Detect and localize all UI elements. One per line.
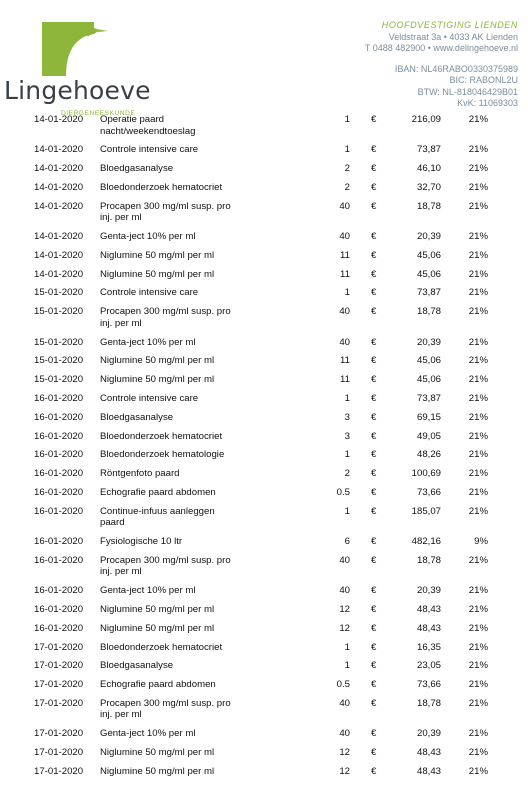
line-description-text: Bloedonderzoek hematocriet xyxy=(100,430,223,442)
line-vat-rate: 21% xyxy=(468,697,488,709)
line-quantity: 3 xyxy=(344,411,350,423)
line-price: 69,15 xyxy=(416,411,441,423)
line-description-text: inj. per ml xyxy=(100,566,142,578)
line-description-text: inj. per ml xyxy=(100,317,142,329)
line-vat-rate: 21% xyxy=(468,747,488,758)
line-price: 48,43 xyxy=(416,747,441,758)
line-price: 32,70 xyxy=(416,181,441,193)
line-description-text: Niglumine 50 mg/ml per ml xyxy=(100,747,215,758)
line-description-text: Genta-ject 10% per ml xyxy=(100,585,196,597)
line-currency: € xyxy=(371,554,377,566)
line-date: 14-01-2020 xyxy=(34,200,84,212)
line-description-text: Procapen 300 mg/ml susp. pro xyxy=(100,554,231,566)
line-vat-rate: 21% xyxy=(468,231,488,242)
line-price: 18,78 xyxy=(416,200,441,212)
line-description xyxy=(100,660,250,672)
line-price: 73,66 xyxy=(416,486,441,498)
line-description xyxy=(100,766,250,778)
line-description xyxy=(100,506,250,529)
company-phone-web: T 0488 482900 • www.delingehoeve.nl xyxy=(364,43,518,53)
line-currency: € xyxy=(371,181,377,193)
line-description-text: Procapen 300 mg/ml susp. pro xyxy=(100,200,231,212)
vat-number: BTW: NL-818046429B01 xyxy=(417,86,518,97)
line-description-text: Bloedgasanalyse xyxy=(100,163,174,175)
line-description xyxy=(100,728,250,740)
line-price: 185,07 xyxy=(411,505,441,517)
line-date: 17-01-2020 xyxy=(34,765,84,777)
line-price: 73,87 xyxy=(416,392,441,404)
line-quantity: 1 xyxy=(344,392,350,404)
line-price: 48,26 xyxy=(416,449,441,461)
company-contact xyxy=(258,20,518,55)
line-vat-rate: 21% xyxy=(468,163,488,175)
line-date: 16-01-2020 xyxy=(34,486,84,498)
line-vat-rate: 21% xyxy=(468,287,488,299)
line-date: 15-01-2020 xyxy=(34,355,84,367)
line-currency: € xyxy=(371,679,377,691)
line-description-text: Niglumine 50 mg/ml per ml xyxy=(100,249,215,261)
line-vat-rate: 21% xyxy=(468,765,488,777)
line-description xyxy=(100,585,250,597)
line-currency: € xyxy=(371,765,377,777)
line-price: 18,78 xyxy=(416,554,441,566)
line-currency: € xyxy=(371,355,377,367)
line-description-text: Niglumine 50 mg/ml per ml xyxy=(100,374,215,386)
line-description xyxy=(100,604,250,616)
line-description-text: Controle intensive care xyxy=(100,287,199,299)
line-price: 48,43 xyxy=(416,622,441,634)
line-currency: € xyxy=(371,641,377,653)
line-description-text: inj. per ml xyxy=(100,709,142,721)
line-date: 17-01-2020 xyxy=(34,697,84,709)
line-vat-rate: 21% xyxy=(468,728,488,740)
line-quantity: 0.5 xyxy=(336,486,350,498)
line-description-text: Controle intensive care xyxy=(100,144,199,156)
line-description xyxy=(100,536,250,548)
bank-details xyxy=(258,64,518,110)
line-quantity: 1 xyxy=(344,287,350,299)
line-description xyxy=(100,487,250,499)
line-price: 216,09 xyxy=(411,114,441,125)
line-description-text: Niglumine 50 mg/ml per ml xyxy=(100,765,215,777)
line-date: 16-01-2020 xyxy=(34,585,84,597)
line-quantity: 2 xyxy=(344,181,350,193)
line-description-text: Genta-ject 10% per ml xyxy=(100,728,196,740)
line-price: 46,10 xyxy=(416,163,441,175)
line-description xyxy=(100,114,250,137)
line-description xyxy=(100,182,250,194)
line-vat-rate: 21% xyxy=(468,486,488,498)
line-vat-rate: 21% xyxy=(468,660,488,672)
line-price: 18,78 xyxy=(416,306,441,318)
line-description xyxy=(100,163,250,175)
line-quantity: 1 xyxy=(344,144,350,156)
line-description-text: Bloedgasanalyse xyxy=(100,411,174,423)
line-description-text: Genta-ject 10% per ml xyxy=(100,336,196,348)
line-description xyxy=(100,393,250,405)
line-description-text: Operatie paard xyxy=(100,114,164,125)
line-quantity: 11 xyxy=(340,268,350,280)
line-quantity: 6 xyxy=(344,536,350,547)
line-description xyxy=(100,287,250,299)
line-vat-rate: 21% xyxy=(468,114,488,125)
line-description-text: Niglumine 50 mg/ml per ml xyxy=(100,603,215,615)
line-currency: € xyxy=(371,231,377,242)
line-date: 17-01-2020 xyxy=(34,660,84,672)
line-quantity: 40 xyxy=(339,200,350,212)
line-currency: € xyxy=(371,449,377,461)
line-vat-rate: 21% xyxy=(468,430,488,442)
line-quantity: 0.5 xyxy=(336,679,350,691)
line-quantity: 11 xyxy=(340,355,350,367)
line-date: 14-01-2020 xyxy=(34,181,84,193)
line-vat-rate: 21% xyxy=(468,336,488,348)
line-currency: € xyxy=(371,603,377,615)
line-description xyxy=(100,449,250,461)
line-date: 15-01-2020 xyxy=(34,287,84,299)
line-date: 16-01-2020 xyxy=(34,554,84,566)
line-price: 45,06 xyxy=(416,249,441,261)
line-currency: € xyxy=(371,505,377,517)
line-quantity: 11 xyxy=(340,374,350,386)
line-date: 17-01-2020 xyxy=(34,747,84,758)
line-description xyxy=(100,144,250,156)
line-description xyxy=(100,412,250,424)
line-currency: € xyxy=(371,486,377,498)
line-description xyxy=(100,431,250,443)
line-quantity: 1 xyxy=(344,641,350,653)
line-currency: € xyxy=(371,697,377,709)
line-price: 45,06 xyxy=(416,374,441,386)
line-currency: € xyxy=(371,622,377,634)
line-vat-rate: 21% xyxy=(468,306,488,318)
line-vat-rate: 21% xyxy=(468,679,488,691)
line-date: 16-01-2020 xyxy=(34,468,84,480)
line-description-text: Fysiologische 10 ltr xyxy=(100,536,183,547)
line-date: 16-01-2020 xyxy=(34,449,84,461)
line-currency: € xyxy=(371,249,377,261)
line-price: 73,66 xyxy=(416,679,441,691)
line-quantity: 2 xyxy=(344,468,350,480)
line-price: 20,39 xyxy=(416,231,441,242)
line-price: 20,39 xyxy=(416,585,441,597)
line-quantity: 12 xyxy=(339,747,350,758)
line-date: 14-01-2020 xyxy=(34,268,84,280)
line-currency: € xyxy=(371,287,377,299)
line-vat-rate: 21% xyxy=(468,449,488,461)
line-description xyxy=(100,337,250,349)
line-description-text: Continue-infuus aanleggen xyxy=(100,505,215,517)
line-description-text: Bloedonderzoek hematologie xyxy=(100,449,225,461)
line-currency: € xyxy=(371,306,377,318)
bic: BIC: RABONL2U xyxy=(449,75,518,86)
line-description-text: Röntgenfoto paard xyxy=(100,468,180,480)
line-price: 49,05 xyxy=(416,430,441,442)
line-date: 17-01-2020 xyxy=(34,728,84,740)
line-description xyxy=(100,642,250,654)
line-currency: € xyxy=(371,430,377,442)
line-vat-rate: 9% xyxy=(474,536,488,547)
line-currency: € xyxy=(371,585,377,597)
line-vat-rate: 21% xyxy=(468,200,488,212)
line-date: 17-01-2020 xyxy=(34,679,84,691)
line-quantity: 2 xyxy=(344,163,350,175)
line-description xyxy=(100,679,250,691)
line-vat-rate: 21% xyxy=(468,585,488,597)
line-price: 20,39 xyxy=(416,728,441,740)
line-quantity: 11 xyxy=(340,249,350,261)
line-description-text: Bloedgasanalyse xyxy=(100,660,174,672)
line-price: 45,06 xyxy=(416,355,441,367)
line-quantity: 1 xyxy=(344,114,350,125)
line-date: 14-01-2020 xyxy=(34,231,84,242)
line-price: 482,16 xyxy=(411,536,441,547)
line-description-text: Bloedonderzoek hematocriet xyxy=(100,181,223,193)
line-description-text: inj. per ml xyxy=(100,212,142,224)
line-date: 16-01-2020 xyxy=(34,392,84,404)
line-quantity: 1 xyxy=(344,660,350,672)
line-currency: € xyxy=(371,411,377,423)
line-vat-rate: 21% xyxy=(468,144,488,156)
line-currency: € xyxy=(371,536,377,547)
line-date: 15-01-2020 xyxy=(34,374,84,386)
line-currency: € xyxy=(371,374,377,386)
line-date: 16-01-2020 xyxy=(34,603,84,615)
line-description xyxy=(100,747,250,759)
line-description-text: Echografie paard abdomen xyxy=(100,679,216,691)
line-vat-rate: 21% xyxy=(468,505,488,517)
line-quantity: 40 xyxy=(339,306,350,318)
line-currency: € xyxy=(371,268,377,280)
line-description-text: Procapen 300 mg/ml susp. pro xyxy=(100,306,231,318)
line-currency: € xyxy=(371,468,377,480)
line-price: 20,39 xyxy=(416,336,441,348)
headquarters-label: HOOFDVESTIGING LIENDEN xyxy=(381,20,518,30)
line-price: 48,43 xyxy=(416,603,441,615)
line-currency: € xyxy=(371,163,377,175)
lingehoeve-logo-mark xyxy=(42,22,112,82)
line-currency: € xyxy=(371,200,377,212)
line-vat-rate: 21% xyxy=(468,374,488,386)
company-address: Veldstraat 3a • 4033 AK Lienden xyxy=(388,31,518,42)
line-currency: € xyxy=(371,747,377,758)
line-description xyxy=(100,250,250,262)
line-date: 16-01-2020 xyxy=(34,430,84,442)
line-vat-rate: 21% xyxy=(468,603,488,615)
line-currency: € xyxy=(371,336,377,348)
line-date: 14-01-2020 xyxy=(34,114,84,125)
line-description xyxy=(100,269,250,281)
line-date: 15-01-2020 xyxy=(34,306,84,318)
line-price: 73,87 xyxy=(416,287,441,299)
line-description xyxy=(100,555,250,578)
line-date: 14-01-2020 xyxy=(34,144,84,156)
line-vat-rate: 21% xyxy=(468,249,488,261)
line-description-text: Controle intensive care xyxy=(100,392,199,404)
line-vat-rate: 21% xyxy=(468,355,488,367)
line-date: 15-01-2020 xyxy=(34,336,84,348)
line-quantity: 40 xyxy=(339,231,350,242)
line-currency: € xyxy=(371,144,377,156)
line-vat-rate: 21% xyxy=(468,468,488,480)
line-vat-rate: 21% xyxy=(468,641,488,653)
line-currency: € xyxy=(371,392,377,404)
line-quantity: 1 xyxy=(344,505,350,517)
line-description xyxy=(100,306,250,329)
line-description-text: Bloedonderzoek hematocriet xyxy=(100,641,223,653)
line-vat-rate: 21% xyxy=(468,181,488,193)
line-description-text: Echografie paard abdomen xyxy=(100,486,216,498)
line-currency: € xyxy=(371,728,377,740)
line-description-text: paard xyxy=(100,517,125,529)
line-quantity: 40 xyxy=(339,336,350,348)
line-price: 100,69 xyxy=(411,468,441,480)
line-price: 18,78 xyxy=(416,697,441,709)
line-quantity: 40 xyxy=(339,585,350,597)
line-vat-rate: 21% xyxy=(468,411,488,423)
line-date: 17-01-2020 xyxy=(34,641,84,653)
line-description xyxy=(100,698,250,721)
line-quantity: 40 xyxy=(339,554,350,566)
line-date: 16-01-2020 xyxy=(34,411,84,423)
line-description xyxy=(100,231,250,243)
line-vat-rate: 21% xyxy=(468,622,488,634)
line-description-text: Niglumine 50 mg/ml per ml xyxy=(100,622,215,634)
line-quantity: 12 xyxy=(339,765,350,777)
line-currency: € xyxy=(371,660,377,672)
line-description-text: Genta-ject 10% per ml xyxy=(100,231,196,242)
line-price: 73,87 xyxy=(416,144,441,156)
iban: IBAN: NL46RABO0330375989 xyxy=(394,64,518,74)
line-date: 16-01-2020 xyxy=(34,536,84,547)
line-description-text: nacht/weekendtoeslag xyxy=(100,125,196,137)
line-date: 14-01-2020 xyxy=(34,163,84,175)
line-quantity: 1 xyxy=(344,449,350,461)
line-vat-rate: 21% xyxy=(468,268,488,280)
line-quantity: 3 xyxy=(344,430,350,442)
line-description xyxy=(100,623,250,635)
line-description xyxy=(100,355,250,367)
line-quantity: 12 xyxy=(339,622,350,634)
line-description-text: Niglumine 50 mg/ml per ml xyxy=(100,268,215,280)
chamber-of-commerce: KvK: 11069303 xyxy=(457,98,518,109)
brand-subtitle: DIERGENEESKUNDE xyxy=(61,110,136,117)
brand-name: Lingehoeve xyxy=(4,76,151,105)
line-description xyxy=(100,374,250,386)
company-logo xyxy=(4,22,151,117)
line-price: 16,35 xyxy=(416,641,441,653)
line-date: 16-01-2020 xyxy=(34,505,84,517)
line-description xyxy=(100,468,250,480)
line-price: 48,43 xyxy=(416,765,441,777)
line-description-text: Niglumine 50 mg/ml per ml xyxy=(100,355,215,367)
line-description-text: Procapen 300 mg/ml susp. pro xyxy=(100,697,231,709)
line-quantity: 12 xyxy=(339,603,350,615)
line-date: 16-01-2020 xyxy=(34,622,84,634)
line-price: 23,05 xyxy=(416,660,441,672)
line-vat-rate: 21% xyxy=(468,392,488,404)
line-quantity: 40 xyxy=(339,728,350,740)
line-date: 14-01-2020 xyxy=(34,249,84,261)
line-description xyxy=(100,201,250,224)
line-currency: € xyxy=(371,114,377,125)
line-quantity: 40 xyxy=(339,697,350,709)
line-price: 45,06 xyxy=(416,268,441,280)
line-vat-rate: 21% xyxy=(468,554,488,566)
